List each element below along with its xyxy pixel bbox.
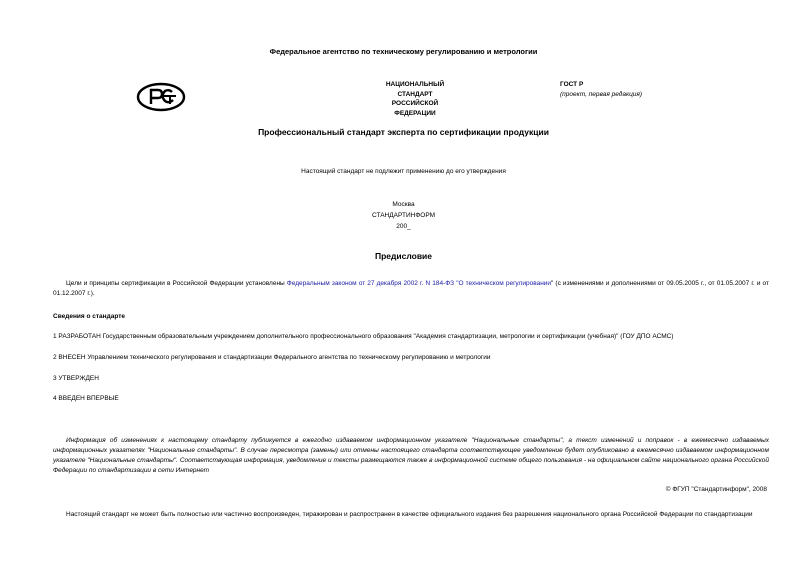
publication-city: Москва bbox=[392, 201, 415, 208]
national-standard-line: ФЕДЕРАЦИИ bbox=[394, 109, 436, 117]
reproduction-notice: Настоящий стандарт не может быть полностью или частично воспроизведен, тиражирован и распространен в качестве официального издания без разрешения национального органа Российской Федерации по стандартизации bbox=[66, 511, 753, 518]
gost-draft-note: (проект, первая редакция) bbox=[560, 90, 643, 98]
technical-regulation-link[interactable]: О техническом регулировании bbox=[458, 280, 552, 287]
national-standard-line: НАЦИОНАЛЬНЫЙ bbox=[385, 81, 445, 88]
intro-text: Цели и принципы сертификации в Российской Федерации установлены bbox=[66, 280, 287, 287]
info-item: 4 ВВЕДЕН ВПЕРВЫЕ bbox=[53, 395, 119, 402]
preface-heading: Предисловие bbox=[374, 251, 433, 261]
info-item: 1 РАЗРАБОТАН Государственным образовательным учреждением дополнительного профессионального образования "Академия стандартизации, метрологии и сертификации (учебная)" (ГОУ ДПО АСМС) bbox=[53, 333, 674, 340]
national-standard-line: СТАНДАРТ bbox=[397, 90, 433, 98]
approval-notice: Настоящий стандарт не подлежит применению до его утверждения bbox=[301, 168, 506, 175]
national-standard-line: РОССИЙСКОЙ bbox=[391, 100, 439, 107]
agency-name: Федеральное агентство по техническому регулированию и метрологии bbox=[269, 47, 538, 56]
standard-info-heading: Сведения о стандарте bbox=[53, 313, 126, 320]
copyright-notice: © ФГУП "Стандартинформ", 2008 bbox=[665, 486, 767, 493]
info-item: 3 УТВЕРЖДЕН bbox=[53, 375, 99, 382]
federal-law-link[interactable]: Федеральным законом от 27 декабря 2002 г. N 184-ФЗ " bbox=[286, 280, 459, 287]
document-title: Профессиональный стандарт эксперта по сертификации продукции bbox=[258, 127, 549, 137]
changes-information: Информация об изменениях к настоящему стандарту публикуется в ежегодно издаваемом информационном указателе "Национальные стандарты", а текст изменений и поправок - в ежемесячно издаваемых информационных указателях "Национальные стандарты". В случае пересмотра (замены) или отмены настоящего стандарта соответствующее уведомление будет опубликовано в ежемесячно издаваемом информационном указателе "Национальные стандарты". Соответствующая информация, уведомление и тексты размещаются также в информационной системе общего пользования - на официальном сайте национального органа Российской Федерации по стандартизации в сети Интернет bbox=[53, 437, 769, 474]
gost-designation: ГОСТ Р bbox=[560, 81, 584, 88]
national-standard-label bbox=[365, 80, 465, 118]
rst-certification-logo bbox=[136, 82, 186, 112]
intro-text-end: " (с изменениями и дополнениями от 09.05.2005 г., от 01.05.2007 г. и от 01.12.2007 г.). bbox=[53, 280, 769, 297]
gost-block bbox=[560, 80, 642, 99]
preface-intro bbox=[53, 279, 769, 299]
publisher-name: СТАНДАРТИНФОРМ bbox=[371, 212, 436, 219]
publication-year: 200_ bbox=[396, 223, 411, 230]
info-item: 2 ВНЕСЕН Управлением технического регулирования и стандартизации Федерального агентства по техническому регулированию и метрологии bbox=[53, 354, 491, 361]
publication-info bbox=[0, 199, 807, 232]
